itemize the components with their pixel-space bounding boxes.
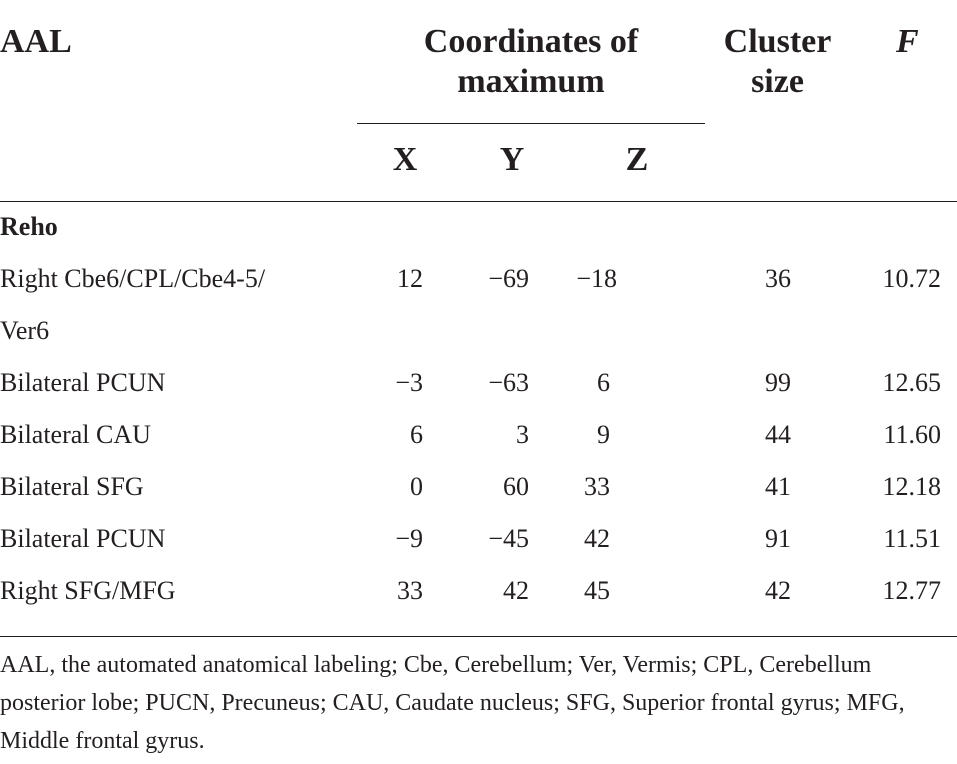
- y-header: Y: [499, 141, 525, 178]
- row-0-y: −69: [488, 264, 529, 293]
- z-header: Z: [625, 141, 649, 178]
- row-0-x: 12: [397, 264, 423, 293]
- row-5-f: 12.77: [882, 576, 941, 605]
- row-4-f: 11.51: [883, 524, 941, 553]
- row-5-region: Right SFG/MFG: [0, 576, 176, 605]
- aal-header: AAL: [0, 23, 72, 60]
- f-header: F: [896, 23, 919, 60]
- table-footnote: AAL, the automated anatomical labeling; Cbe, Cerebellum; Ver, Vermis; CPL, Cerebellum posterior lobe; PUCN, Precuneus; CAU, Caudate nucleus; SFG, Superior frontal gyrus; MFG, Middle frontal gyrus.: [0, 652, 905, 754]
- table-bottom-rule: [0, 636, 957, 637]
- row-0-cluster-size: 36: [765, 264, 791, 293]
- row-2-region: Bilateral CAU: [0, 420, 151, 449]
- row-4-x: −9: [395, 524, 423, 553]
- row-1-cluster-size: 99: [765, 368, 791, 397]
- cluster-header-line1: Cluster: [723, 23, 832, 60]
- row-5-z: 45: [584, 576, 610, 605]
- coords-subheader-rule: [357, 123, 705, 124]
- row-0-f: 10.72: [882, 264, 941, 293]
- row-5-cluster-size: 42: [765, 576, 791, 605]
- row-3-y: 60: [503, 472, 529, 501]
- x-header: X: [392, 141, 418, 178]
- row-3-cluster-size: 41: [765, 472, 791, 501]
- section-label: Reho: [0, 212, 58, 241]
- row-2-x: 6: [410, 420, 423, 449]
- row-4-cluster-size: 91: [765, 524, 791, 553]
- row-0-z: −18: [576, 264, 617, 293]
- row-1-x: −3: [395, 368, 423, 397]
- row-3-x: 0: [410, 472, 423, 501]
- row-4-z: 42: [584, 524, 610, 553]
- row-2-y: 3: [516, 420, 529, 449]
- row-2-f: 11.60: [883, 420, 941, 449]
- cluster-header-line2: size: [751, 63, 804, 100]
- row-0-region: Right Cbe6/CPL/Cbe4-5/: [0, 264, 266, 293]
- row-4-region: Bilateral PCUN: [0, 524, 166, 553]
- row-1-z: 6: [597, 368, 610, 397]
- header-bottom-rule: [0, 201, 957, 202]
- row-5-y: 42: [503, 576, 529, 605]
- row-2-cluster-size: 44: [765, 420, 791, 449]
- row-1-y: −63: [488, 368, 529, 397]
- coords-header-line2: maximum: [457, 63, 605, 100]
- row-3-f: 12.18: [882, 472, 941, 501]
- row-4-y: −45: [488, 524, 529, 553]
- row-5-x: 33: [397, 576, 423, 605]
- row-1-region: Bilateral PCUN: [0, 368, 166, 397]
- coords-header-line1: Coordinates of: [423, 23, 639, 60]
- row-0-region-continued: Ver6: [0, 316, 50, 345]
- row-2-z: 9: [597, 420, 610, 449]
- row-1-f: 12.65: [882, 368, 941, 397]
- row-3-z: 33: [584, 472, 610, 501]
- row-3-region: Bilateral SFG: [0, 472, 144, 501]
